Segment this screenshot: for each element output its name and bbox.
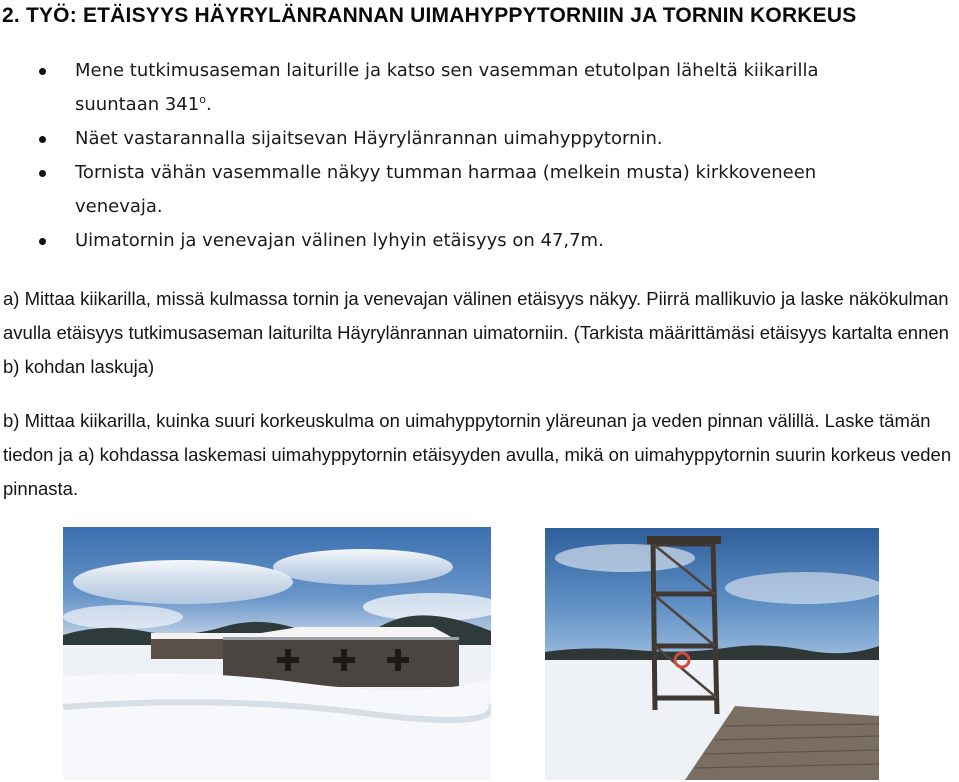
cloud: [273, 549, 453, 585]
task-b-paragraph: b) Mittaa kiikarilla, kuinka suuri korkeuskulma on uimahyppytornin yläreunan ja veden pinnan välillä. Laske tämän tiedon ja a) kohdassa laskemasi uimahyppytornin etäisyyden avulla, mikä on uimahyppytornin suurin korkeus veden pinnasta.: [3, 410, 952, 499]
section-heading: 2. TYÖ: ETÄISYYS HÄYRYLÄNRANNAN UIMAHYPPYTORNIIN JA TORNIN KORKEUS: [2, 4, 857, 27]
bullet-item-1: [0, 54, 900, 122]
boathouse-scene: [63, 527, 491, 780]
bullet-text-4: Uimatornin ja venevajan välinen lyhyin etäisyys on 47,7m.: [75, 230, 604, 251]
roof-shadow: [223, 637, 459, 640]
bullet-item-2: [0, 122, 900, 156]
bullet-item-4: [0, 224, 900, 258]
bullet-tail-1: .: [205, 94, 212, 115]
boathouse-photo: [63, 527, 491, 780]
degree-superscript: o: [199, 93, 206, 106]
diving-tower-scene: [545, 528, 879, 780]
instruction-list: [0, 54, 900, 258]
task-a-paragraph: a) Mittaa kiikarilla, missä kulmassa tornin ja venevajan välinen etäisyys näkyy. Piirrä mallikuvio ja laske näkökulman avulla etäisyys tutkimusaseman laiturilta Häyrylänrannan uimatorniin. (Tarkista määrittämäsi etäisyys kartalta ennen b) kohdan laskuja): [3, 288, 949, 377]
cloud: [555, 544, 695, 572]
tower-platform: [647, 536, 721, 544]
diving-tower-photo: [545, 528, 879, 780]
bullet-text-2: Näet vastarannalla sijaitsevan Häyrylänrannan uimahyppytornin.: [75, 128, 663, 149]
cloud: [73, 560, 293, 604]
bullet-text-1: Mene tutkimusaseman laiturille ja katso sen vasemman etutolpan läheltä kiikarilla suuntaan 341: [75, 60, 819, 115]
cloud: [63, 605, 183, 629]
bullet-item-3: [0, 156, 900, 224]
bullet-text-3: Tornista vähän vasemmalle näkyy tumman harmaa (melkein musta) kirkkoveneen venevaja.: [75, 162, 817, 217]
cloud: [725, 572, 879, 604]
